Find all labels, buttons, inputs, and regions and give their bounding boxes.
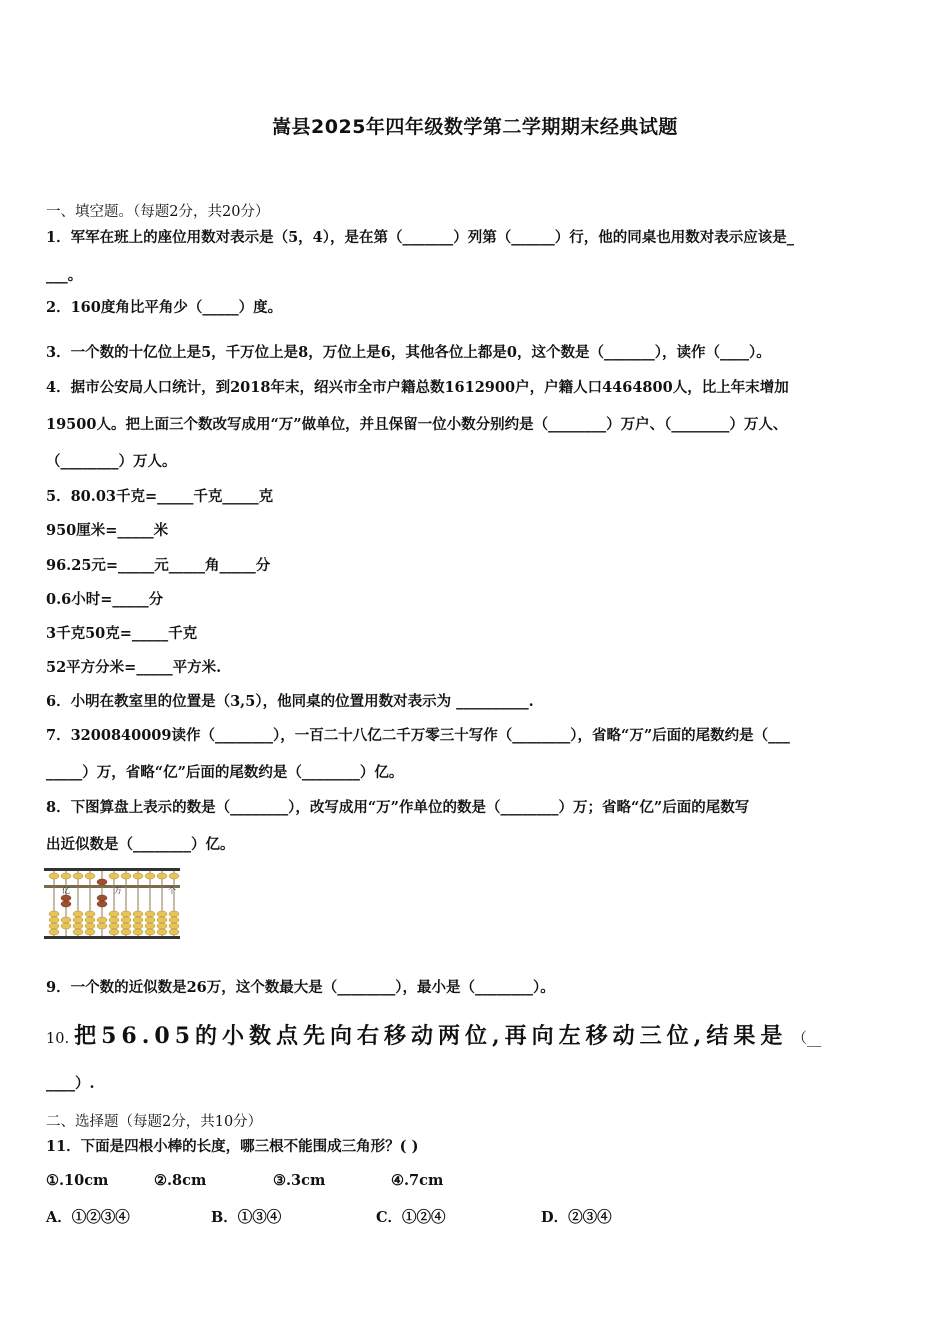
question-10-line-2: ____）. [46, 1075, 95, 1092]
question-1-line-1: 1．军军在班上的座位用数对表示是（5，4），是在第（_______）列第（______）行，他的同桌也用数对表示应该是_ [46, 229, 795, 246]
abacus-image [44, 866, 180, 942]
page-title: 嵩县2025年四年级数学第二学期期末经典试题 [272, 116, 678, 138]
question-7-line-2: _____）万，省略“亿”后面的尾数约是（________）亿。 [46, 764, 404, 781]
stick-2: ②.8cm [154, 1172, 207, 1189]
question-5-line-2: 950厘米=_____米 [46, 522, 169, 539]
question-10-line-1 [46, 1022, 821, 1053]
section-fill-blank-heading: 一、填空题。（每题2分，共20分） [46, 204, 270, 220]
stick-3: ③.3cm [273, 1172, 326, 1189]
question-4-line-1: 4．据市公安局人口统计，到2018年末，绍兴市全市户籍总数1612900户，户籍人口4464800人，比上年末增加 [46, 379, 789, 396]
question-8-line-1: 8．下图算盘上表示的数是（________），改写成用“万”作单位的数是（________）万；省略“亿”后面的尾数写 [46, 799, 750, 816]
section-choice-heading: 二、选择题（每题2分，共10分） [46, 1114, 263, 1130]
stick-1: ①.10cm [46, 1172, 109, 1189]
question-4-line-2: 19500人。把上面三个数改写成用“万”做单位，并且保留一位小数分别约是（________）万户、（________）万人、 [46, 416, 788, 433]
question-1-line-2: ___。 [46, 267, 83, 284]
choice-a[interactable]: A．①②③④ [46, 1209, 130, 1226]
question-10-number: 10. [46, 1031, 70, 1047]
question-5-line-1: 5．80.03千克=_____千克_____克 [46, 488, 274, 505]
choice-b[interactable]: B．①③④ [211, 1209, 282, 1226]
question-4-line-3: （________）万人。 [46, 453, 177, 470]
question-2: 2．160度角比平角少（_____）度。 [46, 299, 283, 316]
question-11: 11．下面是四根小棒的长度，哪三根不能围成三角形？( ) [46, 1138, 419, 1155]
question-10-blank-start: （__ [792, 1031, 822, 1047]
question-8-line-2: 出近似数是（________）亿。 [46, 836, 235, 853]
abacus-label-ge: 个 [168, 886, 176, 895]
stick-4: ④.7cm [391, 1172, 444, 1189]
question-10-text: 把56.05的小数点先向右移动两位,再向左移动三位,结果是 [74, 1023, 788, 1049]
question-3: 3．一个数的十亿位上是5，千万位上是8，万位上是6，其他各位上都是0，这个数是（_______），读作（____）。 [46, 344, 771, 361]
abacus-label-yi: 亿 [62, 886, 70, 895]
question-5-line-5: 3千克50克=_____千克 [46, 625, 198, 642]
question-5-line-4: 0.6小时=_____分 [46, 591, 164, 608]
question-9: 9．一个数的近似数是26万，这个数最大是（________），最小是（________）。 [46, 979, 555, 996]
choice-c[interactable]: C．①②④ [376, 1209, 446, 1226]
question-5-line-3: 96.25元=_____元_____角_____分 [46, 557, 271, 574]
abacus-label-wan: 万 [114, 886, 122, 895]
question-6: 6．小明在教室里的位置是（3,5），他同桌的位置用数对表示为 __________. [46, 693, 534, 710]
question-5-line-6: 52平方分米=_____平方米. [46, 659, 222, 676]
choice-d[interactable]: D．②③④ [541, 1209, 612, 1226]
question-7-line-1: 7．3200840009读作（________），一百二十八亿二千万零三十写作（________），省略“万”后面的尾数约是（___ [46, 727, 790, 744]
